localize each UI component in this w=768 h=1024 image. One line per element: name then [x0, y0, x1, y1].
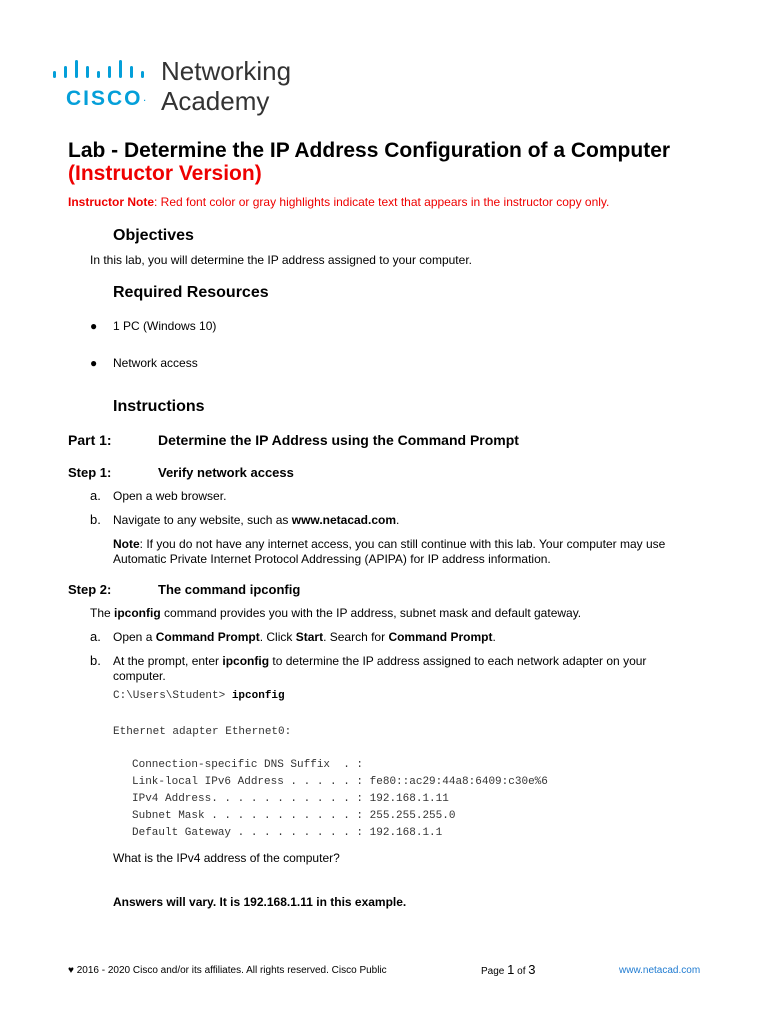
list-marker: a. [90, 488, 101, 503]
step2-item-b: At the prompt, enter ipconfig to determine the IP address assigned to each network adapter on your [113, 654, 647, 668]
step1-item-a: Open a web browser. [113, 489, 227, 503]
list-marker: a. [90, 629, 101, 644]
step1-note-line2: Automatic Private Internet Protocol Addressing (APIPA) for IP address information. [113, 552, 551, 566]
page-subtitle: (Instructor Version) [68, 162, 262, 185]
step2-answer: Answers will vary. It is 192.168.1.11 in this example. [113, 895, 407, 909]
list-marker: b. [90, 512, 101, 527]
step1-title: Verify network access [158, 465, 294, 480]
bullet-icon: ● [90, 319, 98, 333]
console-line: Connection-specific DNS Suffix . : [132, 759, 364, 771]
logo-academy: Academy [161, 86, 270, 116]
resources-heading: Required Resources [113, 284, 269, 301]
footer-copyright: ♥ 2016 - 2020 Cisco and/or its affiliates. All rights reserved. Cisco Public [68, 965, 387, 976]
console-line: Default Gateway . . . . . . . . . : 192.168.1.1 [132, 827, 443, 839]
console-prompt: C:\Users\Student> ipconfig [113, 690, 285, 702]
bullet-icon: ● [90, 356, 98, 370]
resource-item: Network access [113, 356, 198, 370]
footer-link[interactable]: www.netacad.com [619, 965, 701, 976]
step1-label: Step 1: [68, 465, 112, 480]
console-line: IPv4 Address. . . . . . . . . . . : 192.168.1.11 [132, 793, 449, 805]
step2-question: What is the IPv4 address of the computer? [113, 851, 340, 865]
step2-intro: The ipconfig command provides you with the IP address, subnet mask and default gateway. [90, 606, 582, 620]
logo-networking: Networking [161, 56, 292, 86]
objectives-heading: Objectives [113, 227, 194, 244]
footer-page-number: Page 1 of 3 [481, 962, 536, 977]
console-adapter: Ethernet adapter Ethernet0: [113, 726, 292, 738]
step1-note-line1: Note: If you do not have any internet access, you can still continue with this lab. Your computer may use [113, 537, 666, 551]
instructor-note: Instructor Note: Red font color or gray highlights indicate text that appears in the instructor copy only. [68, 195, 610, 209]
cisco-logo-bars-icon [53, 60, 149, 84]
step2-item-b-line2: computer. [113, 669, 166, 683]
cisco-wordmark: CISCO. [66, 87, 146, 110]
objectives-text: In this lab, you will determine the IP address assigned to your computer. [90, 253, 472, 267]
step2-item-a: Open a Command Prompt. Click Start. Search for Command Prompt. [113, 630, 496, 644]
step2-title: The command ipconfig [158, 582, 301, 597]
step1-item-b: Navigate to any website, such as www.netacad.com. [113, 513, 400, 527]
page-title: Lab - Determine the IP Address Configuration of a Computer [68, 139, 671, 162]
part1-label: Part 1: [68, 432, 112, 448]
console-line: Link-local IPv6 Address . . . . . : fe80::ac29:44a8:6409:c30e%6 [132, 776, 548, 788]
step2-label: Step 2: [68, 582, 112, 597]
part1-title: Determine the IP Address using the Command Prompt [158, 432, 519, 448]
instructions-heading: Instructions [113, 398, 205, 415]
console-line: Subnet Mask . . . . . . . . . . . : 255.255.255.0 [132, 810, 456, 822]
resource-item: 1 PC (Windows 10) [113, 319, 217, 333]
list-marker: b. [90, 653, 101, 668]
